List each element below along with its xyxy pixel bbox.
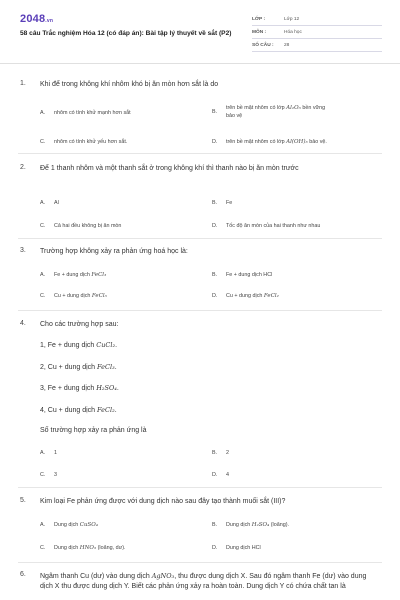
option-letter: D. <box>212 293 218 299</box>
option-text <box>54 271 204 279</box>
option-letter: B. <box>212 272 218 278</box>
formula: Al(OH)₃ <box>286 139 308 145</box>
question-text: Kim loại Fe phản ứng được với dung dịch nào sau đây tạo thành muối sắt (III)? <box>40 498 286 505</box>
question-text: Để 1 thanh nhôm và một thanh sắt ở trong không khí thì thanh nào bị ăn mòn trước <box>40 165 299 172</box>
option-letter: A. <box>40 450 46 456</box>
option-text-part: trên bề mặt nhôm có lớp <box>226 105 285 111</box>
case-item <box>40 363 117 371</box>
question-number: 5. <box>20 497 26 504</box>
option-b[interactable] <box>212 521 376 529</box>
option-text: 2 <box>226 450 229 456</box>
formula: CuCl₂ <box>96 341 116 349</box>
option-letter: D. <box>212 139 218 145</box>
formula: H₂SO₄ <box>96 384 117 392</box>
question-number: 2. <box>20 164 26 171</box>
case-text: 1, Fe + dung dịch <box>40 342 95 349</box>
case-text: 4, Cu + dung dịch <box>40 407 96 414</box>
question-text-part: thu được dung dịch X. Sau đó ngâm thanh Fe (dư) vào dung dịch X thu được dung dịch Y. Biết các phản ứng xảy ra hoàn toàn. Dung dịch Y có chứa chất tan là <box>40 573 367 590</box>
option-text: nhôm có tính khử mạnh hơn sắt <box>54 110 131 116</box>
option-b[interactable] <box>212 449 376 457</box>
option-text-part: bền vững <box>302 105 326 111</box>
option-text-part: Dung dịch <box>54 545 79 551</box>
option-text: nhôm có tính khử yếu hơn sắt. <box>54 139 128 145</box>
formula: CuSO₄ <box>79 522 99 528</box>
option-text <box>54 521 204 529</box>
formula: FeCl₃ <box>97 363 115 371</box>
option-text <box>54 544 204 552</box>
option-letter: C. <box>40 223 46 229</box>
option-letter: A. <box>40 522 46 528</box>
case-punct: . <box>114 407 117 414</box>
question-divider <box>18 310 382 311</box>
option-letter: B. <box>212 109 218 115</box>
option-letter: C. <box>40 293 46 299</box>
option-d[interactable] <box>212 471 376 479</box>
question-number: 1. <box>20 80 26 87</box>
option-a[interactable] <box>40 449 204 457</box>
meta-row-count <box>252 40 382 52</box>
option-a[interactable] <box>40 199 204 207</box>
header-divider <box>0 63 400 64</box>
option-letter: C. <box>40 545 46 551</box>
option-text <box>226 521 376 529</box>
question-text: Trường hợp không xảy ra phản ứng hoá học là: <box>40 248 188 255</box>
option-c[interactable] <box>40 222 204 230</box>
option-letter: A. <box>40 272 46 278</box>
option-a[interactable] <box>40 271 204 279</box>
option-text-part: Cu + dung dịch <box>54 293 91 299</box>
option-b[interactable] <box>212 271 376 279</box>
option-letter: B. <box>212 200 218 206</box>
option-c[interactable] <box>40 292 204 300</box>
formula: FeCl₂ <box>97 406 115 414</box>
question-text-part: Ngâm thanh Cu (dư) vào dung dịch <box>40 573 150 580</box>
question-number: 4. <box>20 320 26 327</box>
meta-row-subject <box>252 27 382 39</box>
formula: AgNO₃ <box>151 572 175 580</box>
option-text <box>226 104 386 120</box>
option-c[interactable] <box>40 138 204 146</box>
question-number: 6. <box>20 571 26 578</box>
option-text <box>226 292 376 300</box>
option-text <box>226 138 386 146</box>
option-text-part: (loãng). <box>270 522 290 528</box>
option-text-part: Dung dịch <box>54 522 79 528</box>
case-item <box>40 406 117 414</box>
option-text: Dung dịch HCl <box>226 545 261 551</box>
option-d[interactable] <box>212 222 386 230</box>
meta-key: SỐ CÂU : <box>252 43 274 48</box>
option-text: Cả hai đều không bị ăn mòn <box>54 223 122 229</box>
question-divider <box>18 238 382 239</box>
option-text: 3 <box>54 472 57 478</box>
meta-key: LỚP : <box>252 17 266 22</box>
question-divider <box>18 487 382 488</box>
case-punct: . <box>116 385 119 392</box>
option-text: Al <box>54 200 59 206</box>
option-b[interactable] <box>212 104 386 120</box>
meta-value: Lớp 12 <box>284 17 300 22</box>
option-d[interactable] <box>212 292 376 300</box>
formula: H₂SO₄ <box>251 522 270 528</box>
formula: FeCl₃ <box>91 293 107 299</box>
case-text: 3, Fe + dung dịch <box>40 385 95 392</box>
question-number: 3. <box>20 247 26 254</box>
option-text: 1 <box>54 450 57 456</box>
option-text-part: trên bề mặt nhôm có lớp <box>226 139 285 145</box>
option-letter: B. <box>212 450 218 456</box>
option-b[interactable] <box>212 199 376 207</box>
option-text: Fe <box>226 200 233 206</box>
option-letter: D. <box>212 223 218 229</box>
option-text <box>54 292 204 300</box>
case-punct: . <box>115 342 118 349</box>
option-a[interactable] <box>40 109 204 117</box>
question-text: Cho các trường hợp sau: <box>40 321 119 328</box>
option-c[interactable] <box>40 471 204 479</box>
option-text-part: Cu + dung dịch <box>226 293 263 299</box>
option-letter: D. <box>212 545 218 551</box>
case-item <box>40 384 119 392</box>
option-text-part: (loãng, dư). <box>97 545 126 551</box>
option-letter: D. <box>212 472 218 478</box>
option-letter: C. <box>40 139 46 145</box>
option-letter: A. <box>40 110 46 116</box>
question-text: Khi để trong không khí nhôm khó bị ăn mòn hơn sắt là do <box>40 81 219 88</box>
case-punct: . <box>114 364 117 371</box>
option-text: Tốc độ ăn mòn của hai thanh như nhau <box>226 223 321 229</box>
option-c[interactable] <box>40 544 204 552</box>
option-text: Fe + dung dịch HCl <box>226 272 273 278</box>
question-text: Ngâm thanh Cu (dư) vào dung dịch AgNO₃, thu được dung dịch X. Sau đó ngâm thanh Fe (dư) vào dung dịch X thu được dung dịch Y. Biết các phản ứng xảy ra hoàn toàn. Dung dịch Y có chứa chất tan là <box>40 572 367 590</box>
option-text-part: bảo vệ <box>226 113 243 119</box>
case-text: 2, Cu + dung dịch <box>40 364 96 371</box>
formula: FeCl₃ <box>91 272 107 278</box>
question-divider <box>18 153 382 154</box>
logo-suffix: .vn <box>45 18 54 24</box>
option-text-part: Dung dịch <box>226 522 251 528</box>
meta-key: MÔN : <box>252 30 267 35</box>
meta-row-class <box>252 14 382 26</box>
meta-value: Hóa học <box>284 30 302 35</box>
formula: Al₂O₃ <box>286 105 301 111</box>
option-d[interactable] <box>212 544 376 552</box>
question-divider <box>18 562 382 563</box>
site-logo[interactable] <box>20 13 53 25</box>
header <box>0 0 400 64</box>
meta-panel <box>252 14 382 53</box>
option-letter: C. <box>40 472 46 478</box>
option-letter: A. <box>40 200 46 206</box>
formula: HNO₃ <box>79 545 97 551</box>
option-text: 4 <box>226 472 229 478</box>
meta-value: 28 <box>284 43 290 48</box>
formula: FeCl₂ <box>263 293 279 299</box>
option-d[interactable] <box>212 138 386 146</box>
option-a[interactable] <box>40 521 204 529</box>
question-closing: Số trường hợp xảy ra phản ứng là <box>40 427 147 434</box>
option-text-part: bảo vệ. <box>309 139 327 145</box>
logo-main: 2048 <box>20 13 46 25</box>
option-letter: B. <box>212 522 218 528</box>
document-title: 58 câu Trắc nghiệm Hóa 12 (có đáp án): Bài tập lý thuyết về sắt (P2) <box>20 30 232 37</box>
option-text-part: Fe + dung dịch <box>54 272 90 278</box>
case-item <box>40 341 117 349</box>
